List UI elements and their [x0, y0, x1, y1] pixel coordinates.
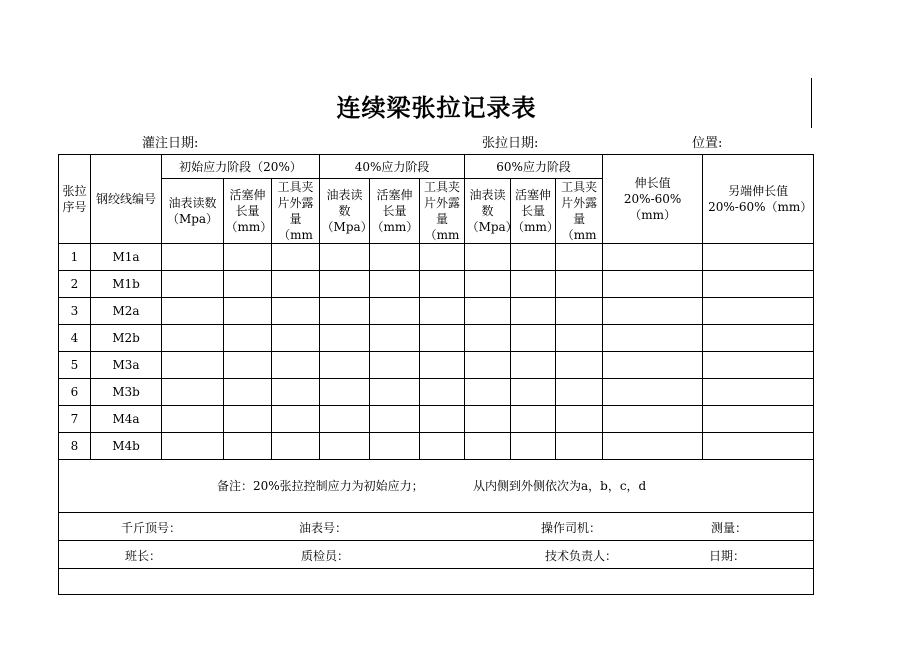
row-strand-id: M2a [91, 298, 162, 325]
jack-no-label: 千斤顶号： [121, 521, 182, 535]
survey-label: 测量： [711, 521, 748, 535]
header-seq: 张拉序号 [59, 155, 91, 244]
entry-cell[interactable] [420, 352, 465, 379]
entry-cell[interactable] [162, 433, 224, 460]
entry-cell[interactable] [465, 325, 511, 352]
table-row [59, 298, 814, 325]
entry-cell[interactable] [162, 298, 224, 325]
date-label: 日期： [709, 549, 746, 563]
border-line [811, 78, 812, 128]
entry-cell[interactable] [556, 433, 603, 460]
entry-cell[interactable] [320, 271, 370, 298]
entry-cell[interactable] [511, 298, 556, 325]
entry-cell[interactable] [703, 379, 814, 406]
entry-cell[interactable] [703, 433, 814, 460]
entry-cell[interactable] [272, 325, 320, 352]
entry-cell[interactable] [465, 379, 511, 406]
entry-cell[interactable] [556, 244, 603, 271]
entry-cell[interactable] [370, 271, 420, 298]
entry-cell[interactable] [465, 406, 511, 433]
row-seq: 2 [59, 271, 91, 298]
entry-cell[interactable] [370, 325, 420, 352]
entry-cell[interactable] [272, 406, 320, 433]
tension-record-table [58, 154, 814, 595]
team-lead-label: 班长： [125, 549, 162, 563]
pour-date-label: 灌注日期: [142, 136, 199, 151]
entry-cell[interactable] [272, 271, 320, 298]
header-piston: 活塞伸长量（mm） [511, 179, 556, 244]
entry-cell[interactable] [556, 271, 603, 298]
entry-cell[interactable] [272, 352, 320, 379]
entry-cell[interactable] [320, 433, 370, 460]
entry-cell[interactable] [603, 433, 703, 460]
entry-cell[interactable] [603, 325, 703, 352]
entry-cell[interactable] [320, 406, 370, 433]
entry-cell[interactable] [420, 379, 465, 406]
signature-row-1 [59, 513, 814, 541]
entry-cell[interactable] [465, 244, 511, 271]
entry-cell[interactable] [162, 244, 224, 271]
entry-cell[interactable] [162, 325, 224, 352]
header-piston: 活塞伸长量（mm） [370, 179, 420, 244]
location-label: 位置: [692, 136, 723, 151]
remarks-note: 备注：20%张拉控制应力为初始应力； [217, 479, 424, 493]
entry-cell[interactable] [162, 352, 224, 379]
entry-cell[interactable] [162, 271, 224, 298]
entry-cell[interactable] [272, 379, 320, 406]
entry-cell[interactable] [320, 352, 370, 379]
tension-date-label: 张拉日期: [482, 136, 539, 151]
header-other-elongation: 另端伸长值20%-60%（mm） [703, 155, 814, 244]
entry-cell[interactable] [603, 406, 703, 433]
table-row [59, 379, 814, 406]
entry-cell[interactable] [556, 406, 603, 433]
row-seq: 5 [59, 352, 91, 379]
row-seq: 6 [59, 379, 91, 406]
row-seq: 1 [59, 244, 91, 271]
remarks-order: 从内侧到外侧依次为a，b，c，d [473, 479, 647, 493]
signature-row-2 [59, 541, 814, 569]
entry-cell[interactable] [370, 352, 420, 379]
header-piston: 活塞伸长量（mm） [224, 179, 272, 244]
entry-cell[interactable] [703, 271, 814, 298]
entry-cell[interactable] [162, 379, 224, 406]
table-row [59, 352, 814, 379]
entry-cell[interactable] [465, 352, 511, 379]
entry-cell[interactable] [162, 406, 224, 433]
entry-cell[interactable] [420, 433, 465, 460]
entry-cell[interactable] [420, 271, 465, 298]
header-oil-reading: 油表读数（Mpa） [465, 179, 511, 244]
row-seq: 7 [59, 406, 91, 433]
entry-cell[interactable] [272, 433, 320, 460]
entry-cell[interactable] [224, 271, 272, 298]
page-title: 连续梁张拉记录表 [336, 94, 537, 122]
entry-cell[interactable] [703, 298, 814, 325]
entry-cell[interactable] [556, 298, 603, 325]
gauge-no-label: 油表号： [299, 521, 348, 535]
entry-cell[interactable] [465, 433, 511, 460]
entry-cell[interactable] [370, 379, 420, 406]
entry-cell[interactable] [703, 352, 814, 379]
entry-cell[interactable] [272, 298, 320, 325]
table-row [59, 271, 814, 298]
header-oil-reading: 油表读数（Mpa） [162, 179, 224, 244]
entry-cell[interactable] [511, 406, 556, 433]
header-stage-60: 60%应力阶段 [465, 155, 603, 179]
tech-lead-label: 技术负责人： [545, 549, 618, 563]
entry-cell[interactable] [370, 298, 420, 325]
entry-cell[interactable] [511, 325, 556, 352]
row-seq: 3 [59, 298, 91, 325]
entry-cell[interactable] [320, 379, 370, 406]
header-row-1 [59, 155, 814, 179]
entry-cell[interactable] [556, 379, 603, 406]
entry-cell[interactable] [603, 271, 703, 298]
row-seq: 8 [59, 433, 91, 460]
entry-cell[interactable] [320, 244, 370, 271]
entry-cell[interactable] [511, 379, 556, 406]
remarks-cell [59, 460, 814, 513]
entry-cell[interactable] [603, 244, 703, 271]
row-strand-id: M1a [91, 244, 162, 271]
entry-cell[interactable] [465, 271, 511, 298]
entry-cell[interactable] [320, 325, 370, 352]
operator-label: 操作司机： [541, 521, 602, 535]
row-strand-id: M4b [91, 433, 162, 460]
entry-cell[interactable] [603, 379, 703, 406]
table-row [59, 433, 814, 460]
blank-row [59, 569, 814, 595]
entry-cell[interactable] [420, 406, 465, 433]
row-strand-id: M3b [91, 379, 162, 406]
entry-cell[interactable] [320, 298, 370, 325]
table-row [59, 244, 814, 271]
header-oil-reading: 油表读数（Mpa） [320, 179, 370, 244]
entry-cell[interactable] [703, 325, 814, 352]
entry-cell[interactable] [556, 325, 603, 352]
entry-cell[interactable] [465, 298, 511, 325]
entry-cell[interactable] [272, 244, 320, 271]
entry-cell[interactable] [703, 244, 814, 271]
entry-cell[interactable] [370, 433, 420, 460]
entry-cell[interactable] [703, 406, 814, 433]
header-elongation: 伸长值20%-60%（mm） [603, 155, 703, 244]
table-row [59, 406, 814, 433]
entry-cell[interactable] [420, 244, 465, 271]
header-tool-clip: 工具夹片外露量（mm [272, 179, 320, 244]
entry-cell[interactable] [511, 271, 556, 298]
entry-cell[interactable] [224, 298, 272, 325]
entry-cell[interactable] [420, 298, 465, 325]
entry-cell[interactable] [511, 244, 556, 271]
entry-cell[interactable] [224, 244, 272, 271]
row-strand-id: M2b [91, 325, 162, 352]
entry-cell[interactable] [556, 352, 603, 379]
entry-cell[interactable] [420, 325, 465, 352]
entry-cell[interactable] [603, 352, 703, 379]
row-strand-id: M1b [91, 271, 162, 298]
row-seq: 4 [59, 325, 91, 352]
entry-cell[interactable] [603, 298, 703, 325]
remarks-row [59, 460, 814, 513]
header-tool-clip: 工具夹片外露量（mm [420, 179, 465, 244]
row-strand-id: M3a [91, 352, 162, 379]
row-strand-id: M4a [91, 406, 162, 433]
entry-cell[interactable] [224, 379, 272, 406]
header-tool-clip: 工具夹片外露量（mm [556, 179, 603, 244]
inspector-label: 质检员： [301, 549, 350, 563]
entry-cell[interactable] [224, 406, 272, 433]
entry-cell[interactable] [370, 244, 420, 271]
header-strand-no: 钢绞线编号 [91, 155, 162, 244]
header-stage-40: 40%应力阶段 [320, 155, 465, 179]
entry-cell[interactable] [511, 352, 556, 379]
header-stage-initial: 初始应力阶段（20%） [162, 155, 320, 179]
entry-cell[interactable] [224, 352, 272, 379]
table-row [59, 325, 814, 352]
entry-cell[interactable] [370, 406, 420, 433]
entry-cell[interactable] [224, 325, 272, 352]
entry-cell[interactable] [511, 433, 556, 460]
entry-cell[interactable] [224, 433, 272, 460]
